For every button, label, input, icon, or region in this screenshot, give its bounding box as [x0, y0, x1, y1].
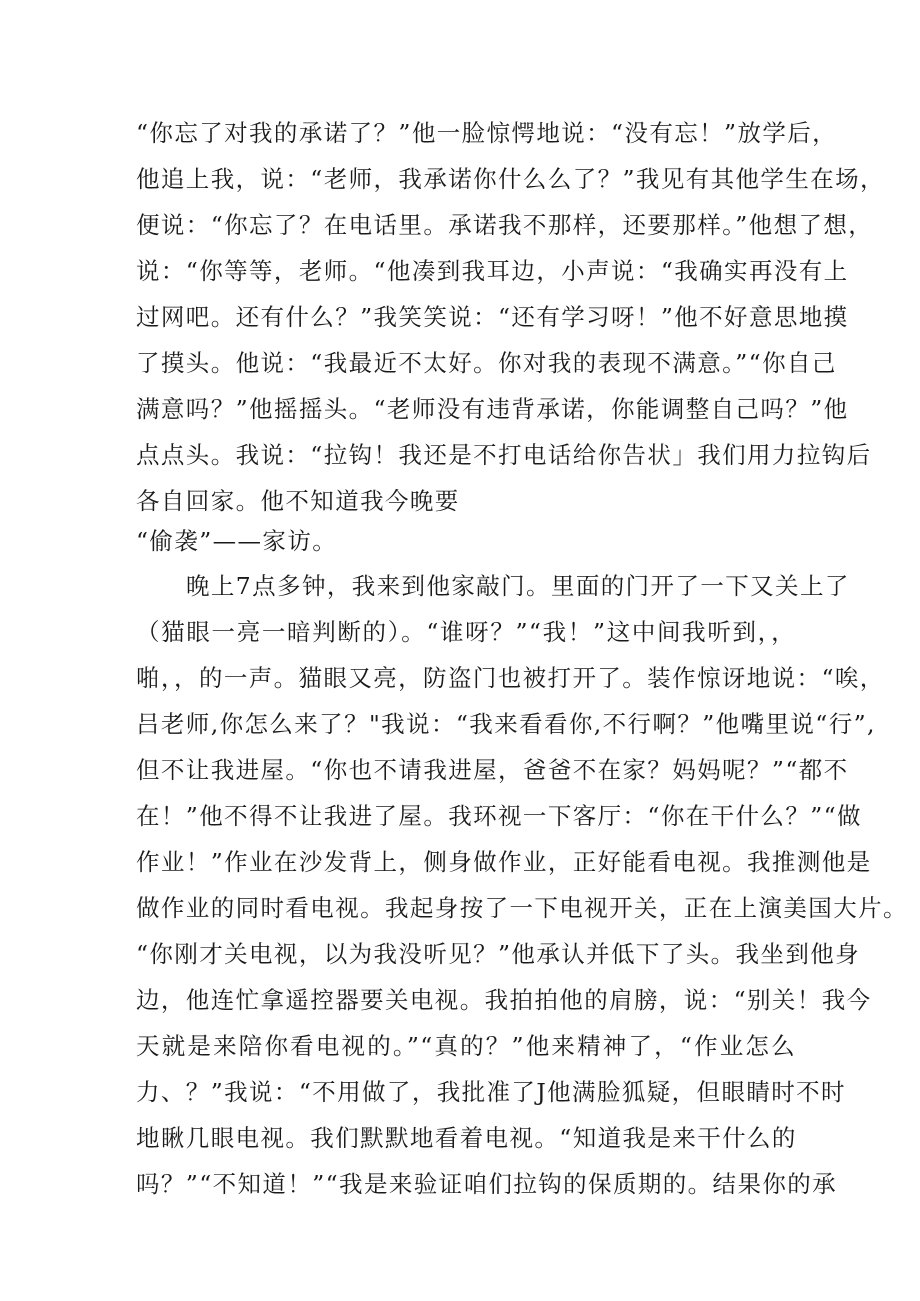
text-line: 晚上7点多钟，我来到他家敲门。里面的门开了一下又关上了: [186, 572, 850, 600]
text-line: 作业！”作业在沙发背上，侧身做作业，正好能看电视。我推测他是: [136, 848, 872, 876]
text-line: 在！”他不得不让我进了屋。我环视一下客厅：“你在干什么？”“做: [136, 802, 862, 830]
text-line: 过网吧。还有什么？”我笑笑说：“还有学习呀！”他不好意思地摸: [136, 303, 849, 331]
text-line: 各自回家。他不知道我今晚要: [136, 487, 460, 515]
text-line: 力、？”我说：“不用做了，我批准了J他满脸狐疑，但眼睛时不时: [136, 1078, 846, 1106]
text-line: 点点头。我说：“拉钩！我还是不打电话给你告状」我们用力拉钩后: [136, 441, 872, 469]
text-line: 地瞅几眼电视。我们默默地看着电视。“知道我是来干什么的: [136, 1124, 797, 1152]
text-line: （猫眼一亮一暗判断的）。“谁呀？”“我！”这中间我听到，，: [136, 618, 796, 646]
text-line: 做作业的同时看电视。我起身按了一下电视开关，正在上演美国大片。: [136, 894, 908, 922]
text-line: 了摸头。他说：“我最近不太好。你对我的表现不满意。”“你自己: [136, 349, 837, 377]
text-line: 说：“你等等，老师。“他凑到我耳边，小声说：“我确实再没有上: [136, 257, 849, 285]
text-line: 吗？”“不知道！”“我是来验证咱们拉钩的保质期的。结果你的承: [136, 1170, 838, 1198]
text-line: 但不让我进屋。“你也不请我进屋，爸爸不在家？妈妈呢？”“都不: [136, 756, 849, 784]
text-line: “偷袭”——家访。: [136, 527, 338, 555]
text-line: 便说：“你忘了？在电话里。承诺我不那样，还要那样。”他想了想，: [136, 211, 874, 239]
text-line: “你忘了对我的承诺了？”他一脸惊愕地说：“没有忘！”放学后，: [136, 119, 838, 147]
text-line: 天就是来陪你看电视的。”“真的？”他来精神了，“作业怎么: [136, 1032, 796, 1060]
text-line: 满意吗？”他摇摇头。“老师没有违背承诺，你能调整自己吗？”他: [136, 395, 849, 423]
text-line: 他追上我，说：“老师，我承诺你什么么了？”我见有其他学生在场，: [136, 165, 885, 193]
text-line: “你刚才关电视，以为我没听见？”他承认并低下了头。我坐到他身: [136, 940, 861, 968]
text-line: 吕老师,你怎么来了？"我说：“我来看看你,不行啊？”他嘴里说“行”,: [136, 710, 876, 738]
text-line: 啪，，的一声。猫眼又亮，防盗门也被打开了。装作惊讶地说：“唉，: [136, 664, 885, 692]
text-line: 边，他连忙拿遥控器要关电视。我拍拍他的肩膀，说：“别关！我今: [136, 986, 872, 1014]
